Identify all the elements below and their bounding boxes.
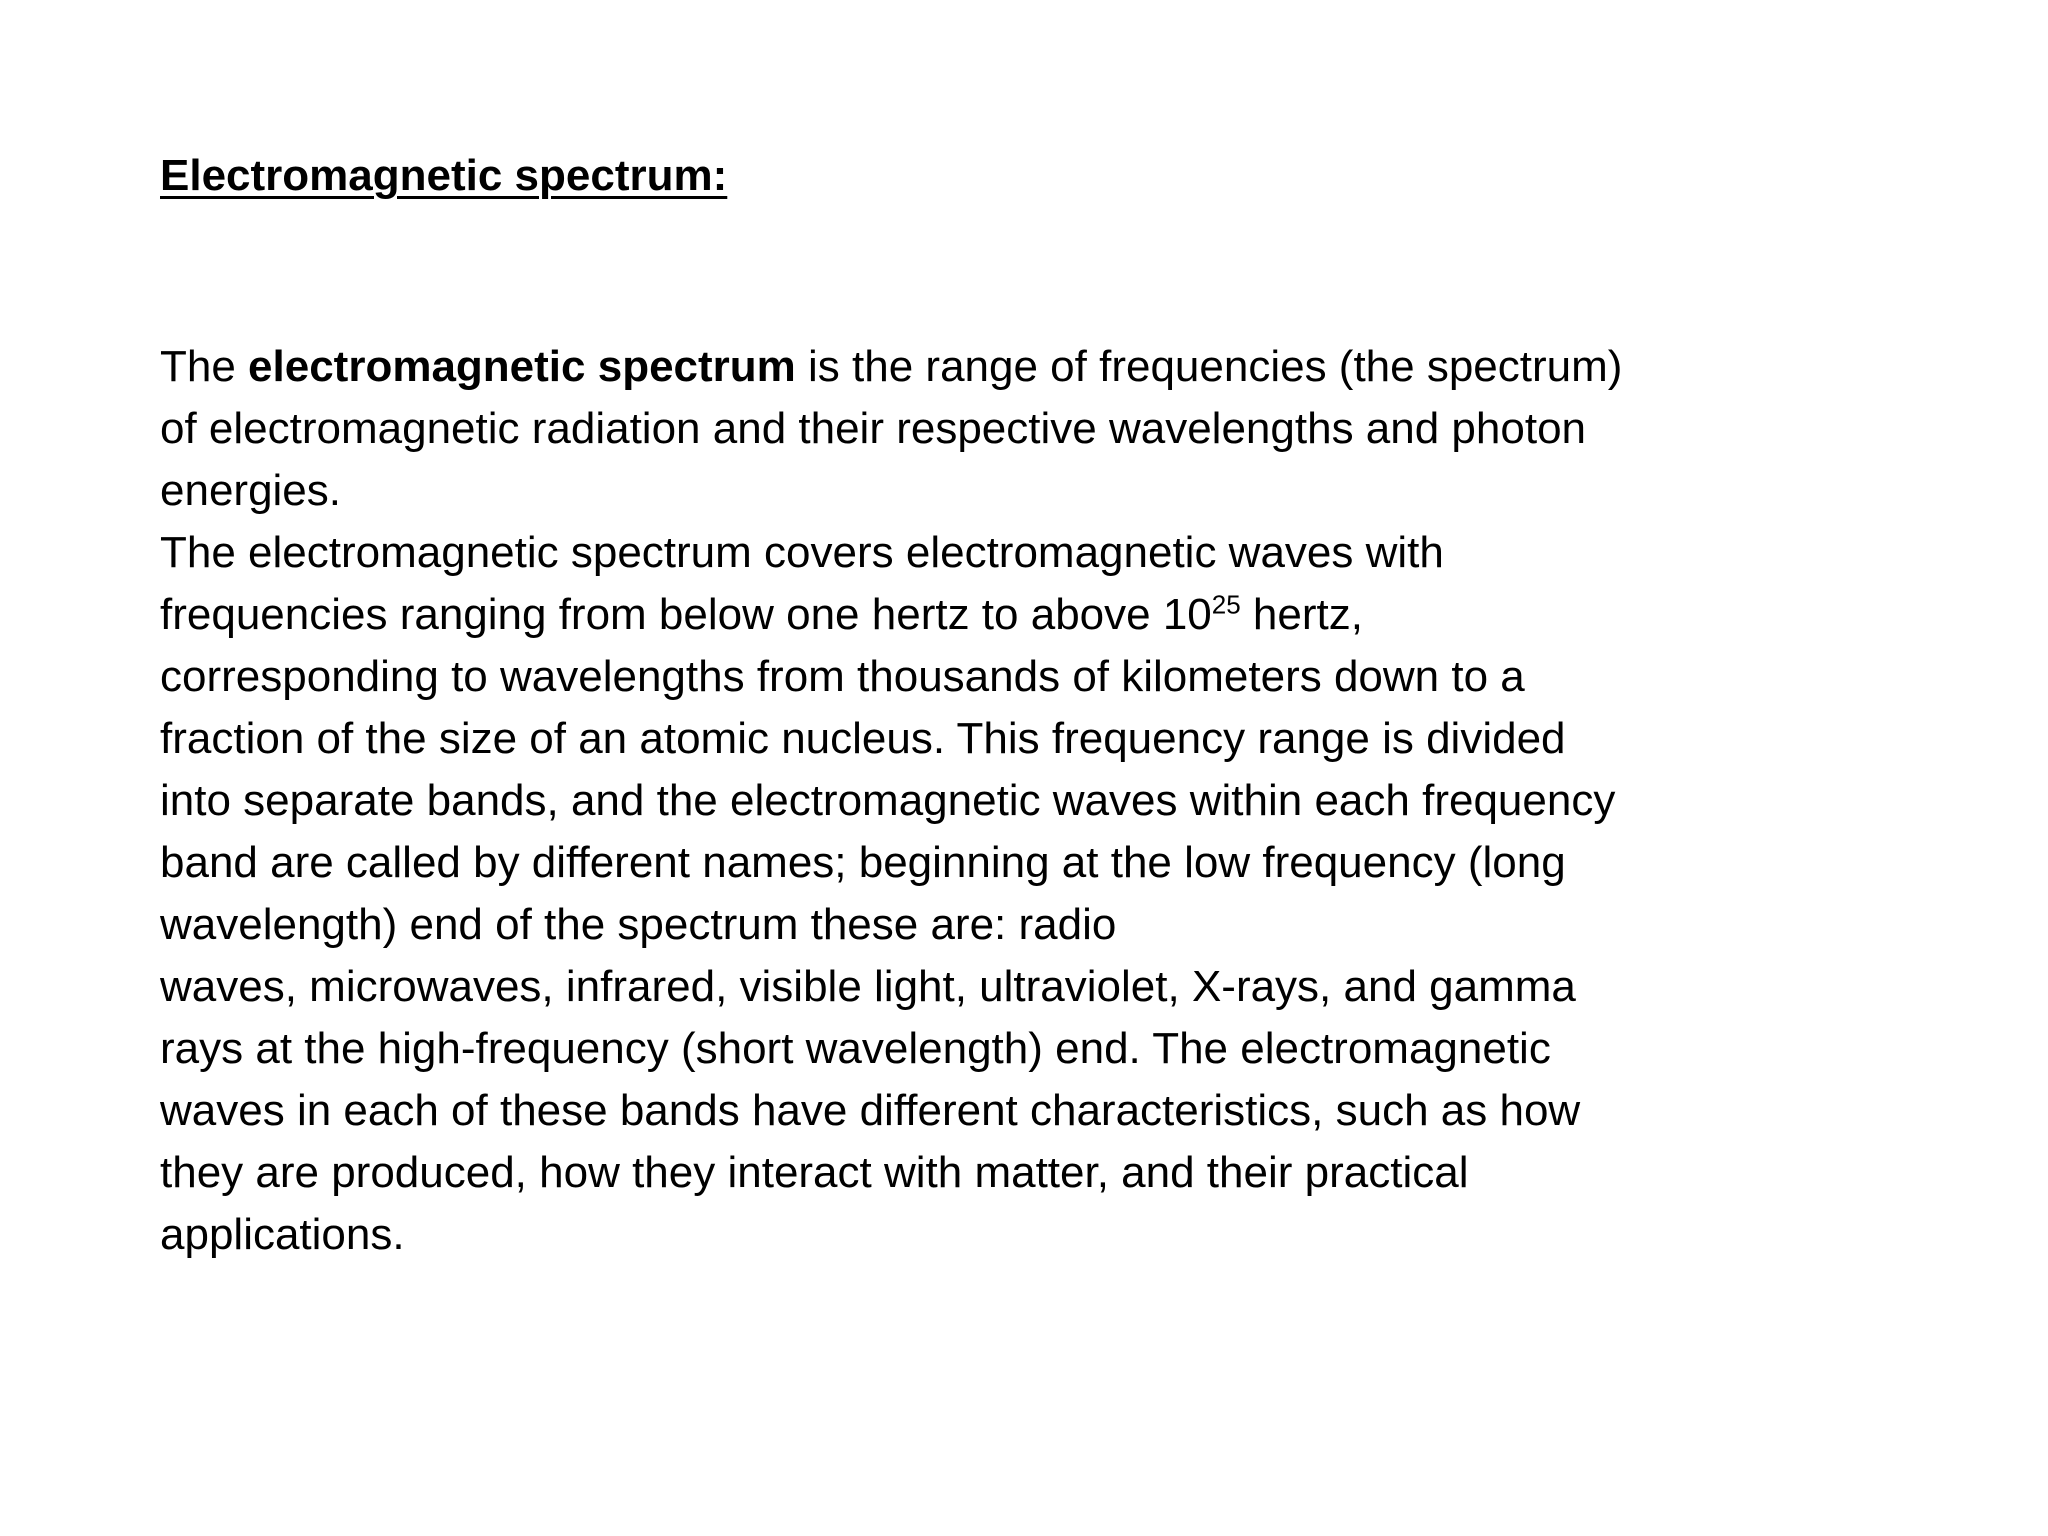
text-line: fraction of the size of an atomic nucleus. This frequency range is divided (160, 714, 1566, 763)
text-line (160, 584, 1800, 646)
text-line: wavelength) end of the spectrum these are: radio (160, 900, 1117, 949)
text-run: is the range of frequencies (the spectrum) (795, 342, 1623, 391)
exponent: 25 (1211, 589, 1241, 620)
text-line: applications. (160, 1210, 405, 1259)
text-line: into separate bands, and the electromagnetic waves within each frequency (160, 776, 1616, 825)
text-line: energies. (160, 466, 342, 515)
text-run: frequencies ranging from below one hertz to above 10 (160, 590, 1212, 639)
text-run: hertz, (1240, 590, 1363, 639)
text-line: waves, microwaves, infrared, visible light, ultraviolet, X-rays, and gamma (160, 962, 1576, 1011)
text-line: rays at the high-frequency (short wavelength) end. The electromagnetic (160, 1024, 1551, 1073)
text-run: The (160, 342, 249, 391)
slide-heading: Electromagnetic spectrum: (160, 151, 728, 200)
text-line: corresponding to wavelengths from thousands of kilometers down to a (160, 652, 1525, 701)
text-line: band are called by different names; beginning at the low frequency (long (160, 838, 1566, 887)
text-line: The electromagnetic spectrum covers electromagnetic waves with (160, 528, 1444, 577)
text-line: waves in each of these bands have different characteristics, such as how (160, 1086, 1581, 1135)
text-line: they are produced, how they interact with matter, and their practical (160, 1148, 1469, 1197)
body-text (160, 336, 1800, 1266)
bold-term: electromagnetic spectrum (248, 342, 796, 391)
text-line (160, 336, 1800, 398)
text-line: of electromagnetic radiation and their respective wavelengths and photon (160, 404, 1587, 453)
